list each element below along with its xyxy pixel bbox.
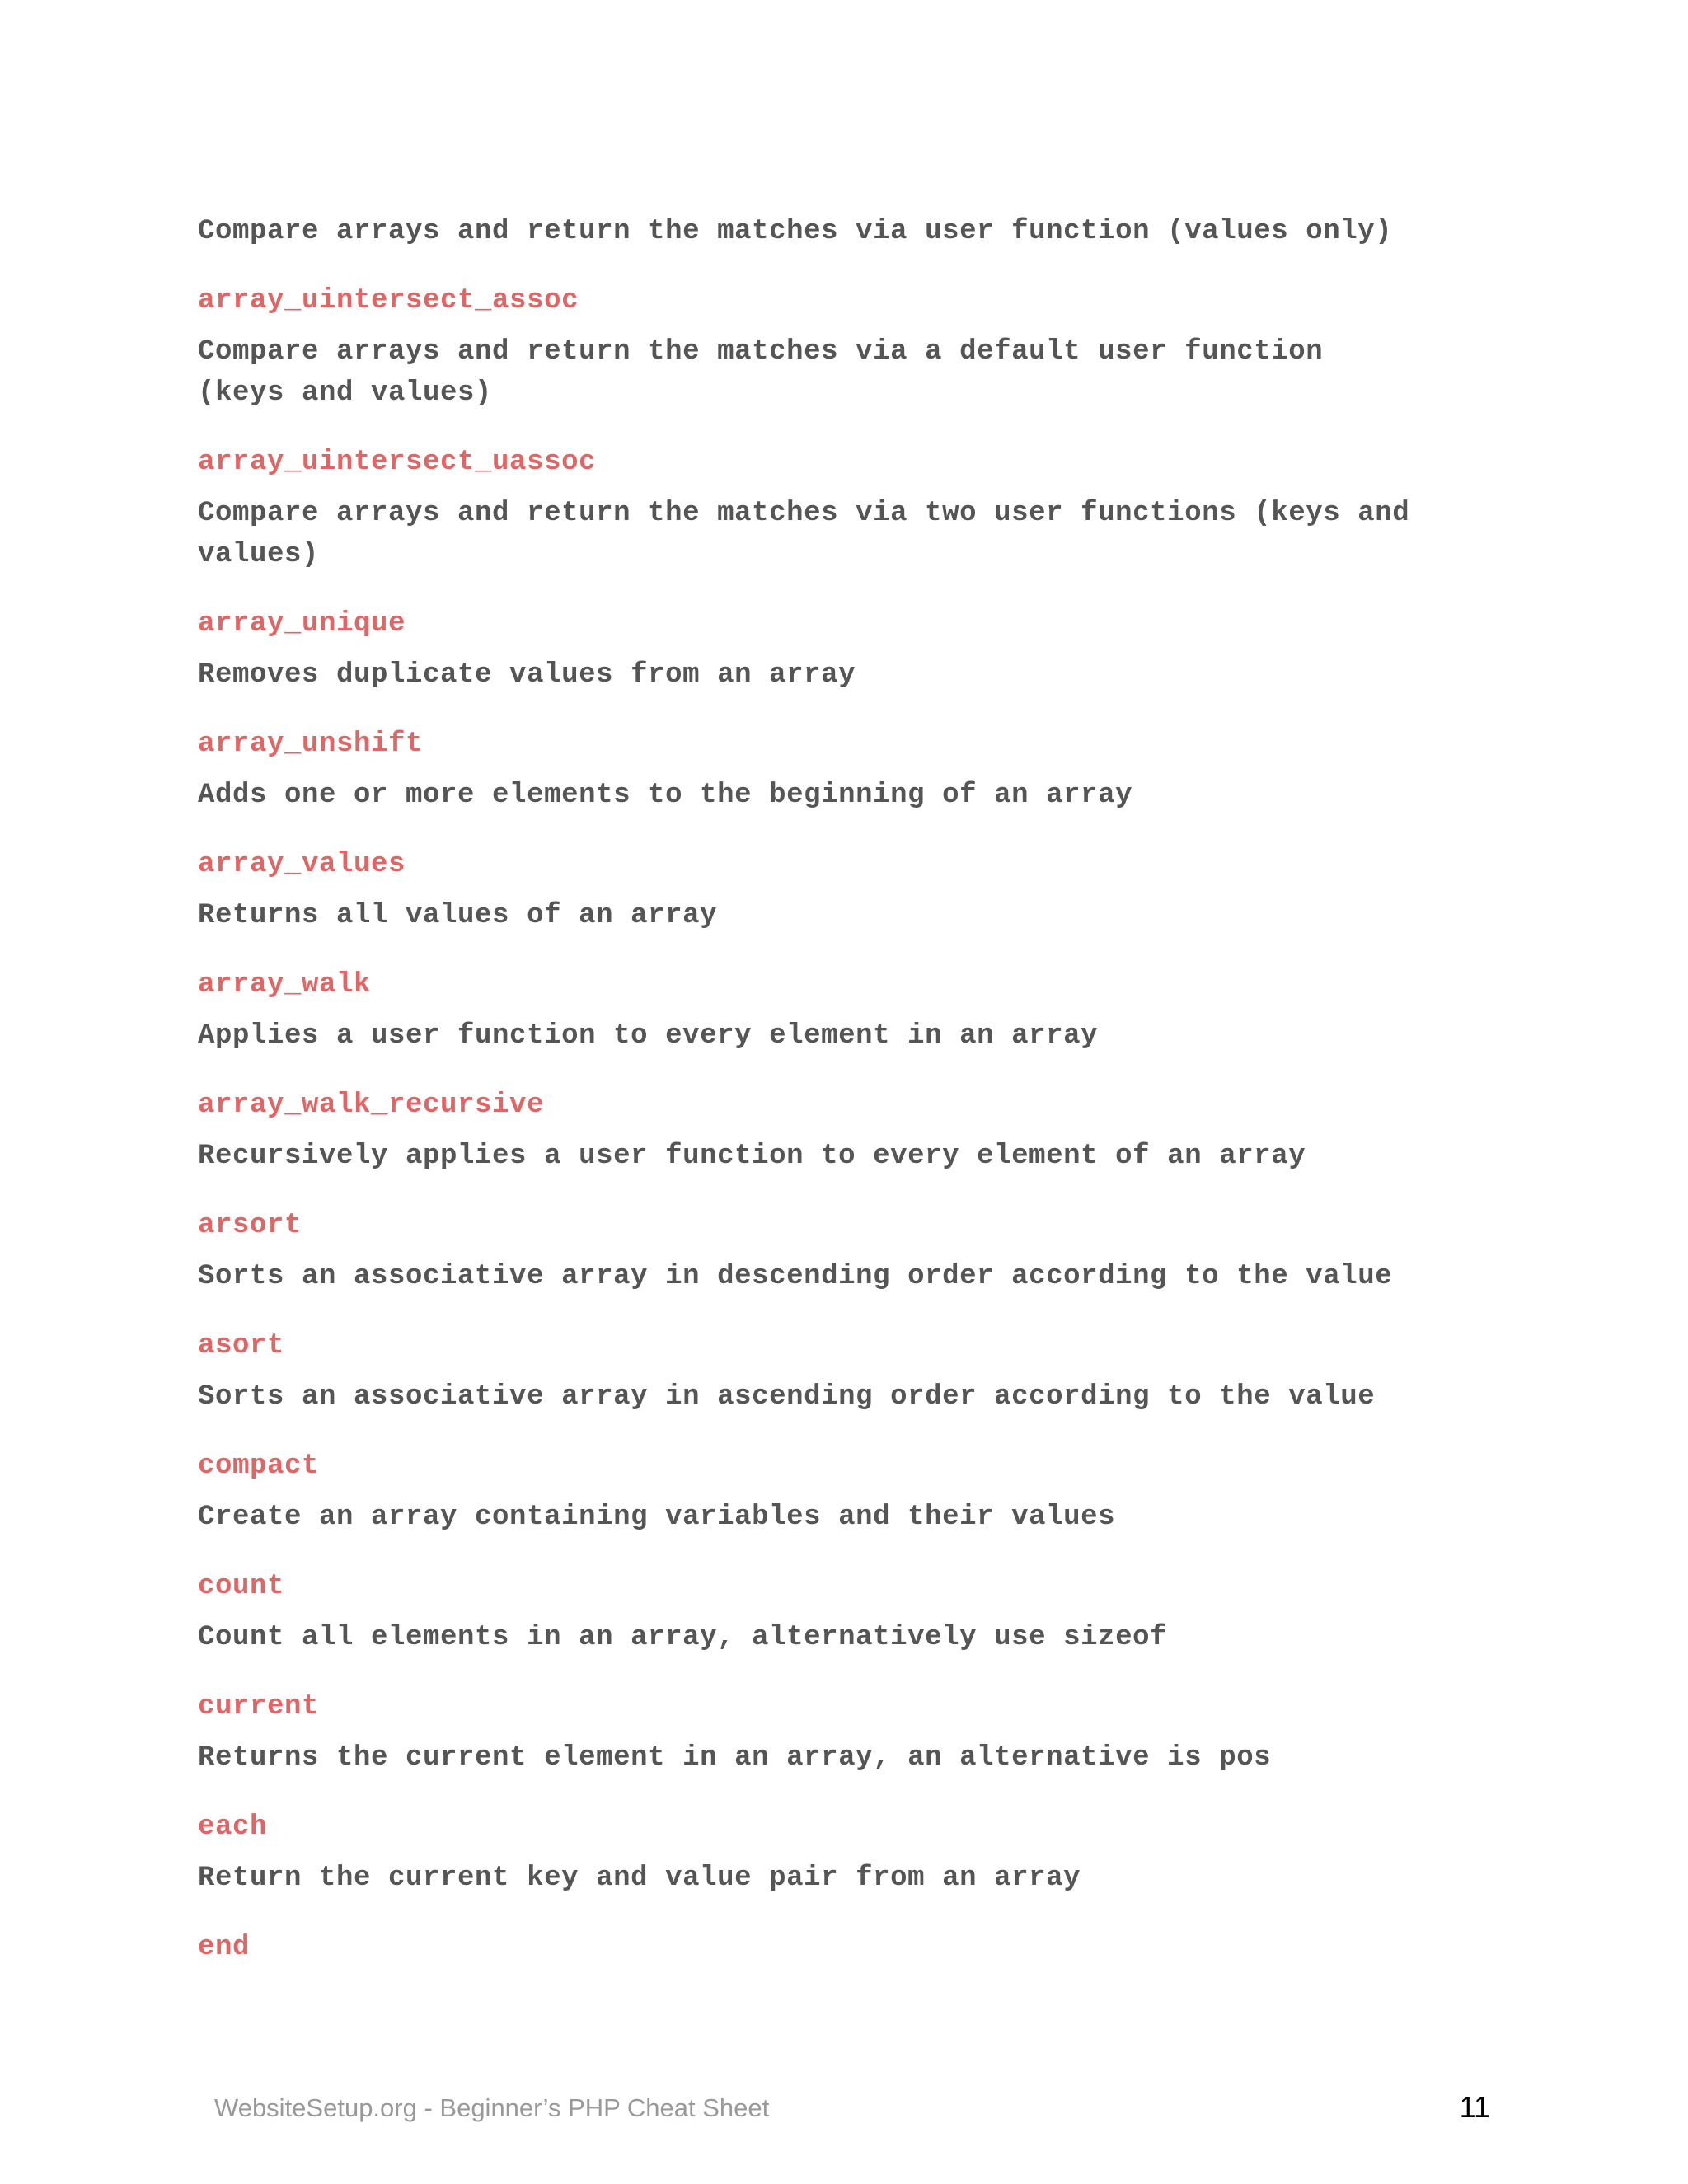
- function-description: Returns the current element in an array, an alternative is pos: [198, 1742, 1272, 1774]
- function-name: array_walk: [198, 969, 372, 1001]
- function-entry: [198, 1085, 1500, 1177]
- function-name: array_uintersect_uassoc: [198, 447, 597, 478]
- function-name: array_uintersect_assoc: [198, 285, 579, 316]
- function-entry: [198, 1927, 1500, 1968]
- function-entry: [198, 844, 1500, 936]
- lead-description: Compare arrays and return the matches via user function (values only): [198, 216, 1393, 247]
- function-description: Return the current key and value pair from an array: [198, 1863, 1081, 1894]
- function-name: each: [198, 1811, 268, 1843]
- function-description: Returns all values of an array: [198, 900, 718, 931]
- function-name: count: [198, 1571, 285, 1602]
- function-description: Create an array containing variables and their values: [198, 1502, 1116, 1533]
- function-description: Recursively applies a user function to every element of an array: [198, 1141, 1306, 1172]
- function-description: Sorts an associative array in descending order according to the value: [198, 1261, 1393, 1292]
- function-name: array_values: [198, 849, 406, 880]
- function-name: array_unshift: [198, 729, 424, 760]
- function-description: Applies a user function to every element in an array: [198, 1020, 1099, 1052]
- function-entry: [198, 1446, 1500, 1538]
- function-description: Compare arrays and return the matches via two user functions (keys and values): [198, 498, 1410, 570]
- function-entry: [198, 1807, 1500, 1899]
- function-description: Sorts an associative array in ascending order according to the value: [198, 1381, 1376, 1413]
- function-list: [198, 211, 1500, 1978]
- function-description: Adds one or more elements to the beginning of an array: [198, 780, 1133, 811]
- function-entry: [198, 1686, 1500, 1779]
- function-name: end: [198, 1932, 251, 1963]
- page-number: 11: [1459, 2090, 1490, 2124]
- function-entry: [198, 1325, 1500, 1418]
- function-entry: [198, 964, 1500, 1057]
- function-name: array_walk_recursive: [198, 1090, 545, 1121]
- function-name: current: [198, 1691, 320, 1722]
- function-entry: [198, 280, 1500, 414]
- function-description: Removes duplicate values from an array: [198, 659, 856, 691]
- function-description: Compare arrays and return the matches via a default user function (keys and values): [198, 336, 1324, 409]
- function-name: arsort: [198, 1210, 302, 1241]
- function-entry: [198, 442, 1500, 575]
- function-entry: [198, 724, 1500, 816]
- function-description: Count all elements in an array, alternatively use sizeof: [198, 1622, 1168, 1653]
- function-entry: [198, 1566, 1500, 1658]
- function-name: array_unique: [198, 608, 406, 640]
- function-name: compact: [198, 1451, 320, 1482]
- function-entry: [198, 1205, 1500, 1297]
- function-entry: [198, 603, 1500, 696]
- page-footer: WebsiteSetup.org - Beginner’s PHP Cheat Sheet: [214, 2093, 770, 2122]
- function-name: asort: [198, 1330, 285, 1361]
